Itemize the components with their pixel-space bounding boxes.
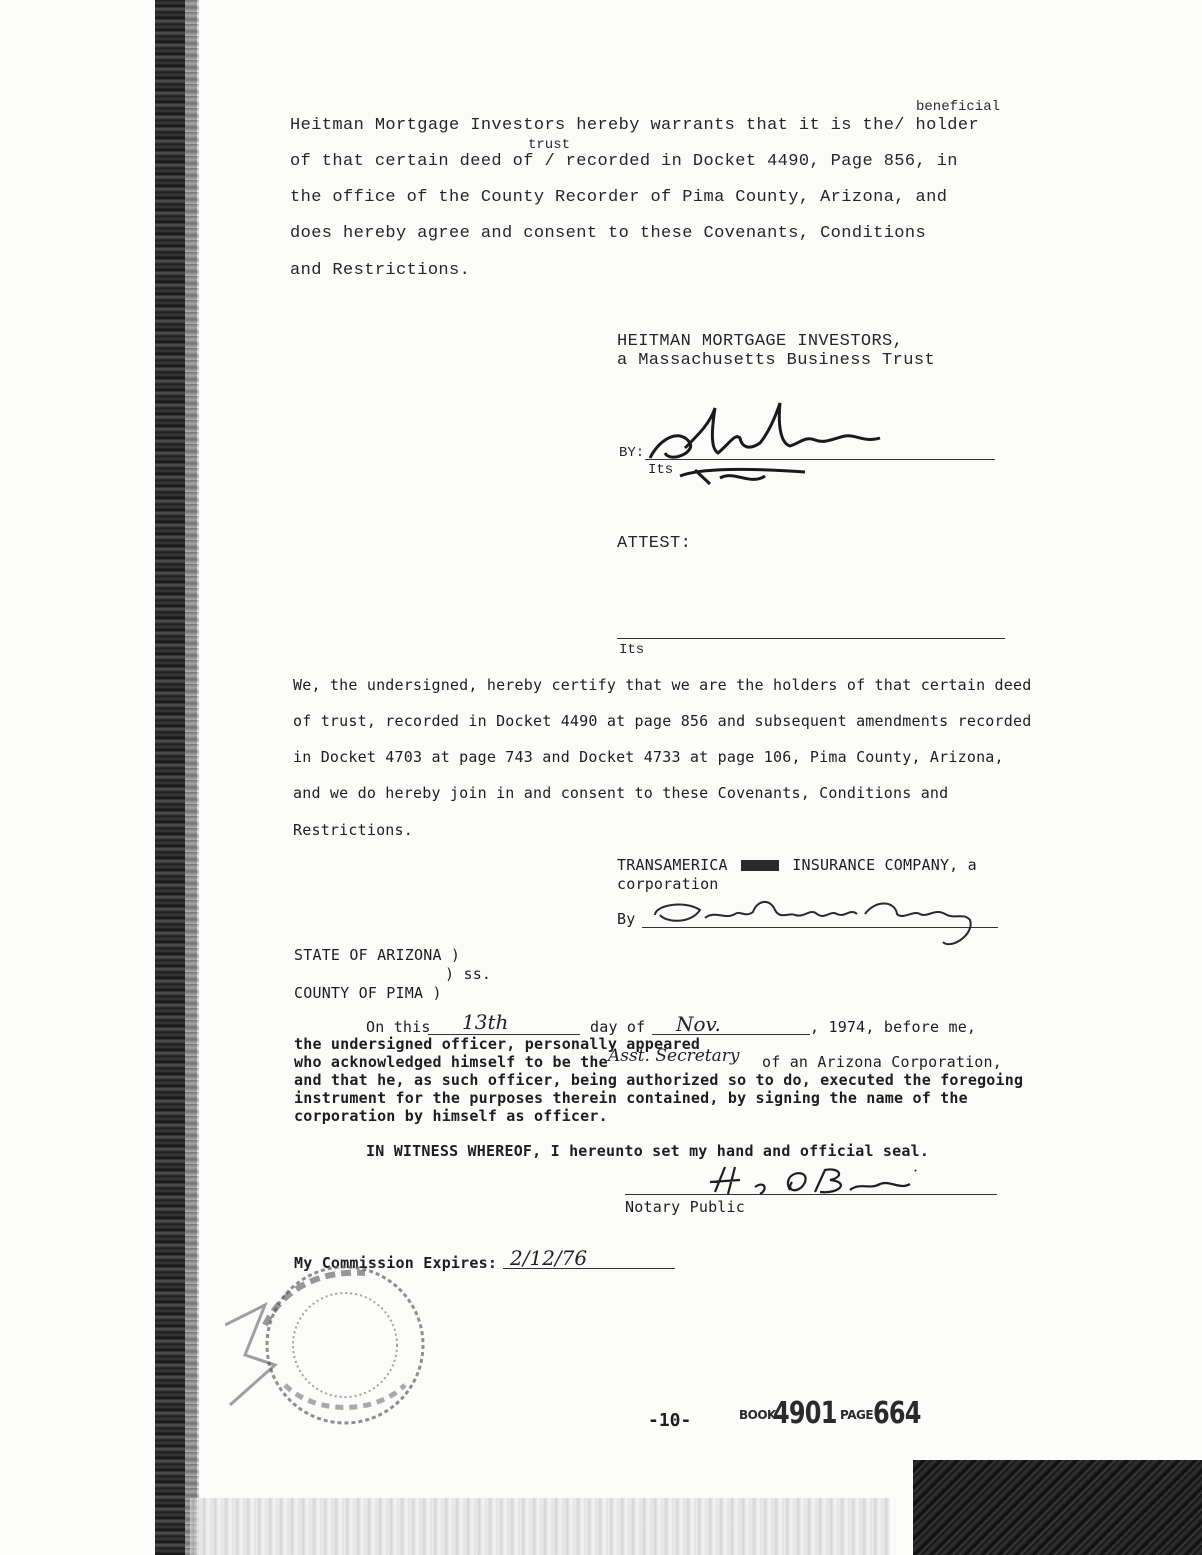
ack-on-this: On this bbox=[366, 1018, 431, 1036]
attest-label: ATTEST: bbox=[617, 534, 692, 553]
attest-its-label: Its bbox=[619, 642, 645, 658]
certify-line-5: Restrictions. bbox=[293, 821, 413, 839]
warranty-line-5: and Restrictions. bbox=[290, 261, 471, 280]
commission-date-line bbox=[503, 1268, 675, 1269]
heitman-its-label: Its bbox=[648, 462, 674, 478]
scan-dark-corner bbox=[913, 1460, 1202, 1555]
ack-line-4: and that he, as such officer, being authorized so to do, executed the foregoing bbox=[294, 1071, 1024, 1089]
certify-line-3: in Docket 4703 at page 743 and Docket 4733 at page 106, Pima County, Arizona, bbox=[293, 748, 1004, 766]
notary-signature-line bbox=[625, 1194, 997, 1195]
ack-line-3a: who acknowledged himself to be the bbox=[294, 1053, 608, 1071]
ack-line-5: instrument for the purposes therein contained, by signing the name of the bbox=[294, 1089, 968, 1107]
page-label: PAGE bbox=[840, 1408, 874, 1422]
ack-year: , 1974, before me, bbox=[810, 1018, 977, 1036]
transamerica-name bbox=[617, 856, 977, 874]
warranty-line-3: the office of the County Recorder of Pima County, Arizona, and bbox=[290, 188, 948, 207]
heitman-name: HEITMAN MORTGAGE INVESTORS, bbox=[617, 332, 904, 351]
certify-line-1: We, the undersigned, hereby certify that we are the holders of that certain deed bbox=[293, 676, 1032, 694]
commission-label: My Commission Expires: bbox=[294, 1254, 498, 1272]
venue-state: STATE OF ARIZONA ) bbox=[294, 946, 461, 964]
venue-ss: ) ss. bbox=[445, 965, 492, 983]
certify-line-4: and we do hereby join in and consent to these Covenants, Conditions and bbox=[293, 784, 949, 802]
ack-witness: IN WITNESS WHEREOF, I hereunto set my hand and official seal. bbox=[366, 1142, 930, 1160]
ack-line-6: corporation by himself as officer. bbox=[294, 1107, 608, 1125]
redaction-mark bbox=[741, 860, 779, 871]
transamerica-description: corporation bbox=[617, 875, 719, 893]
notary-public-label: Notary Public bbox=[625, 1198, 745, 1216]
notary-signature bbox=[700, 1162, 930, 1202]
page-value: 664 bbox=[873, 1396, 921, 1431]
notary-seal-icon bbox=[225, 1265, 455, 1435]
venue-county: COUNTY OF PIMA ) bbox=[294, 984, 442, 1002]
ack-day-of: day of bbox=[590, 1018, 646, 1036]
warranty-line-1: Heitman Mortgage Investors hereby warrants that it is the/ holder bbox=[290, 116, 980, 135]
transamerica-name-start: TRANSAMERICA bbox=[617, 856, 728, 874]
heitman-description: a Massachusetts Business Trust bbox=[617, 351, 936, 370]
heitman-signature bbox=[640, 398, 890, 493]
warranty-line-2: of that certain deed of / recorded in Docket 4490, Page 856, in bbox=[290, 152, 958, 171]
scan-edge-left bbox=[155, 0, 197, 1555]
transamerica-signature bbox=[645, 890, 985, 960]
ack-line-2: the undersigned officer, personally appeared bbox=[294, 1035, 701, 1053]
heitman-by-label: BY: bbox=[619, 445, 645, 461]
insert-beneficial: beneficial bbox=[916, 99, 1001, 115]
ack-day-handwritten: 13th bbox=[462, 1010, 509, 1034]
certify-line-2: of trust, recorded in Docket 4490 at page 856 and subsequent amendments recorded bbox=[293, 712, 1032, 730]
book-number: 4901 bbox=[773, 1396, 837, 1431]
scan-noise-bottom bbox=[190, 1498, 890, 1555]
warranty-line-4: does hereby agree and consent to these Covenants, Conditions bbox=[290, 224, 927, 243]
book-label: BOOK bbox=[739, 1408, 776, 1422]
transamerica-name-rest: INSURANCE COMPANY, a bbox=[792, 856, 977, 874]
insert-trust: trust bbox=[528, 137, 571, 153]
ack-title-handwritten: Asst. Secretary bbox=[608, 1046, 740, 1066]
attest-signature-line bbox=[617, 638, 1005, 639]
commission-date-handwritten: 2/12/76 bbox=[510, 1246, 588, 1270]
ack-line-3b: of an Arizona Corporation, bbox=[762, 1053, 1002, 1071]
page-number: -10- bbox=[648, 1410, 692, 1431]
ack-month-handwritten: Nov. bbox=[676, 1012, 721, 1036]
transamerica-by-label: By bbox=[617, 910, 636, 928]
